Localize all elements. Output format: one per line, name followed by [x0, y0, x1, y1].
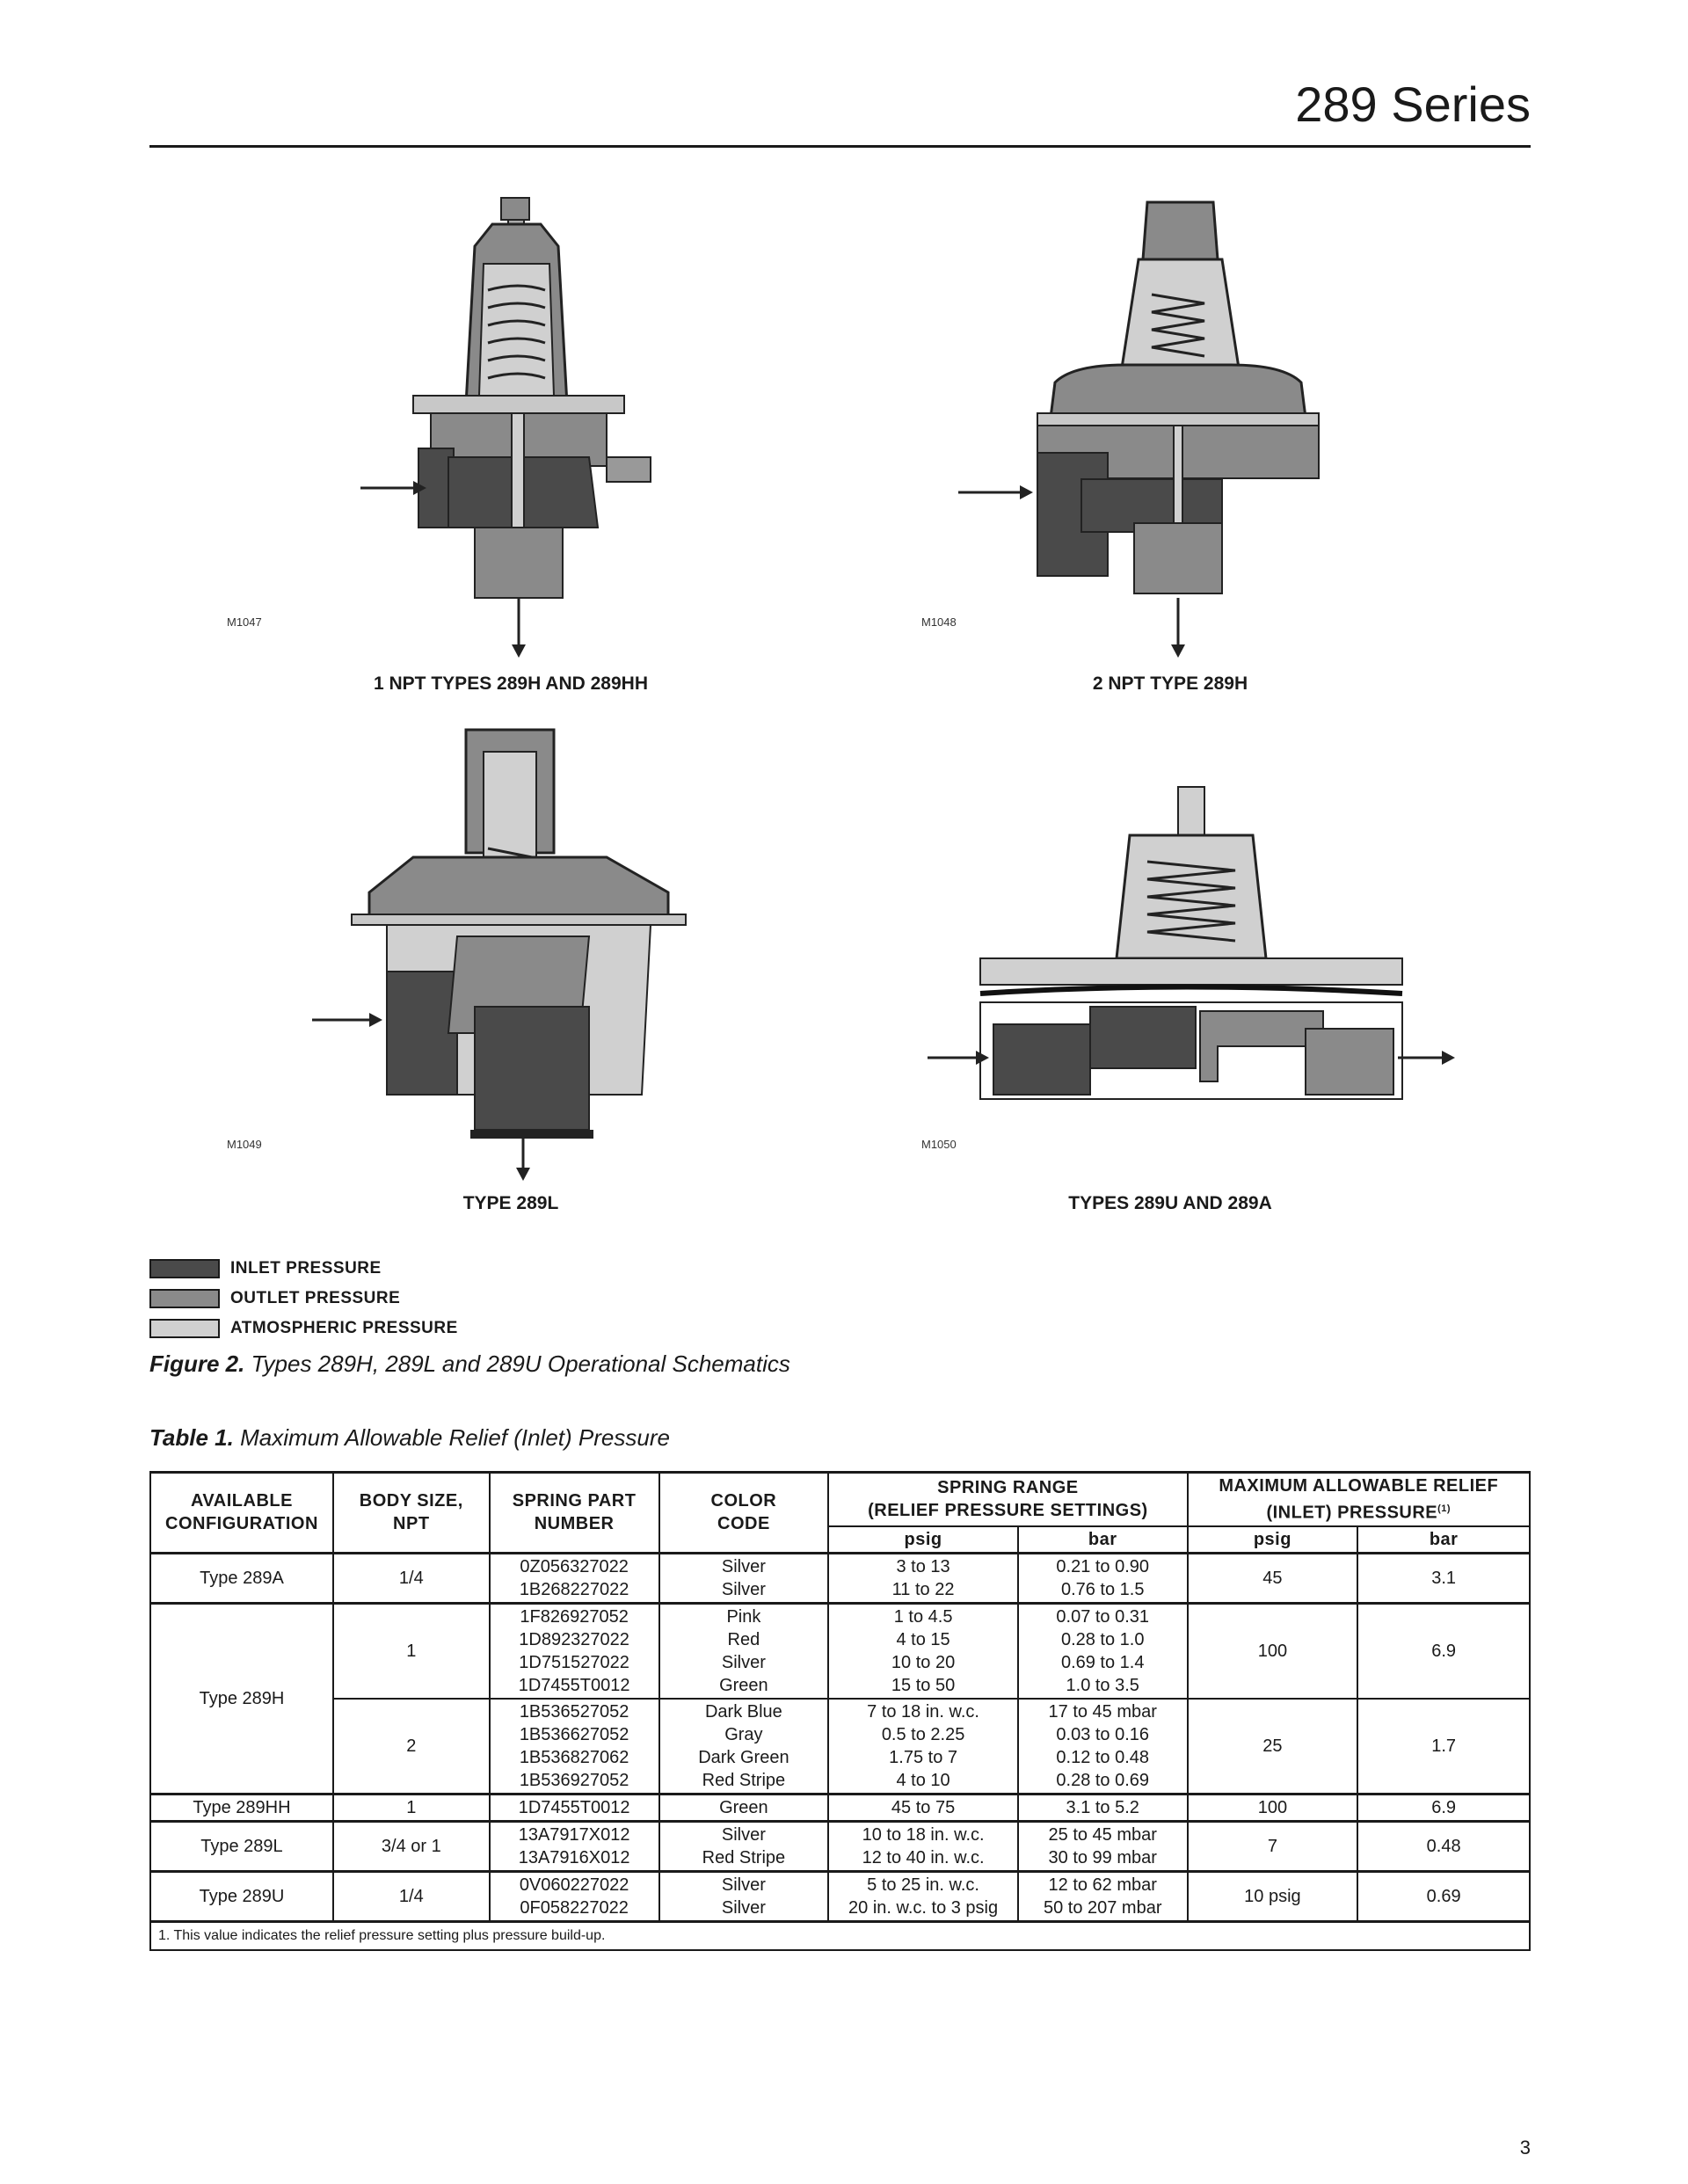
legend-item-atmospheric [149, 1314, 458, 1343]
cell-body-size: 1 [333, 1603, 490, 1699]
header-configuration: AVAILABLE CONFIGURATION [150, 1473, 333, 1554]
legend-swatch-inlet [149, 1259, 220, 1278]
cell-color-codes: Green [659, 1794, 829, 1821]
cell-max-psig: 100 [1188, 1603, 1358, 1699]
legend-label-outlet: OUTLET PRESSURE [230, 1289, 401, 1307]
cell-range-bar: 17 to 45 mbar 0.03 to 0.16 0.12 to 0.48 0.28 to 0.69 [1018, 1699, 1188, 1795]
cell-range-bar: 25 to 45 mbar 30 to 99 mbar [1018, 1821, 1188, 1871]
figure-title-label: Figure 2. [149, 1350, 245, 1377]
cell-max-psig: 25 [1188, 1699, 1358, 1795]
cell-part-numbers: 13A7917X012 13A7916X012 [490, 1821, 659, 1871]
figure-code-m1050: M1050 [921, 1138, 957, 1151]
cell-body-size: 2 [333, 1699, 490, 1795]
cell-config: Type 289HH [150, 1794, 333, 1821]
table-row-289l [150, 1821, 1530, 1871]
cell-color-codes: Dark Blue Gray Dark Green Red Stripe [659, 1699, 829, 1795]
figure-title-text: Types 289H, 289L and 289U Operational Schematics [244, 1350, 790, 1377]
header-spring-range: SPRING RANGE (RELIEF PRESSURE SETTINGS) [828, 1473, 1187, 1526]
cell-config: Type 289L [150, 1821, 333, 1871]
figure-caption-289l: TYPE 289L [462, 1193, 559, 1213]
page-number: 3 [1519, 2137, 1531, 2159]
legend-swatch-atmospheric [149, 1319, 220, 1338]
schematic-289h-2npt-drawing [950, 198, 1354, 664]
header-spring-part-number: SPRING PART NUMBER [490, 1473, 659, 1554]
legend-item-outlet [149, 1284, 458, 1314]
table-footnote: 1. This value indicates the relief pressure setting plus pressure build-up. [150, 1921, 1530, 1950]
cell-part-numbers: 1F826927052 1D892327022 1D751527022 1D7455T0012 [490, 1603, 659, 1699]
cell-part-numbers: 1B536527052 1B536627052 1B536827062 1B536927052 [490, 1699, 659, 1795]
header-rule [149, 145, 1531, 148]
schematic-289l [299, 725, 703, 1187]
cell-color-codes: Silver Silver [659, 1553, 829, 1603]
header-spring-psig: psig [828, 1526, 1018, 1554]
table-title-label: Table 1. [149, 1424, 234, 1451]
cell-max-psig: 7 [1188, 1821, 1358, 1871]
header-color-code: COLOR CODE [659, 1473, 829, 1554]
cell-max-bar: 1.7 [1357, 1699, 1530, 1795]
cell-range-bar: 0.07 to 0.31 0.28 to 1.0 0.69 to 1.4 1.0 to 3.5 [1018, 1603, 1188, 1699]
cell-config: Type 289A [150, 1553, 333, 1603]
cell-part-numbers: 0Z056327022 1B268227022 [490, 1553, 659, 1603]
cell-range-psig: 45 to 75 [828, 1794, 1018, 1821]
cell-part-numbers: 1D7455T0012 [490, 1794, 659, 1821]
table-title [149, 1424, 670, 1452]
cell-max-bar: 6.9 [1357, 1603, 1530, 1699]
cell-color-codes: Silver Silver [659, 1871, 829, 1921]
cell-max-bar: 6.9 [1357, 1794, 1530, 1821]
figure-caption-1npt: 1 NPT TYPES 289H AND 289HH [374, 673, 648, 694]
footnote-ref: (1) [1437, 1503, 1452, 1514]
figure-title [149, 1350, 790, 1378]
schematic-289u-289a [919, 783, 1464, 1134]
figure-caption-289u: TYPES 289U AND 289A [1068, 1193, 1272, 1213]
cell-range-bar: 3.1 to 5.2 [1018, 1794, 1188, 1821]
schematic-289h-1npt-drawing [343, 193, 695, 659]
figure-caption-2npt: 2 NPT TYPE 289H [1092, 673, 1248, 694]
schematic-289l-drawing [299, 725, 703, 1187]
header-body-size: BODY SIZE, NPT [333, 1473, 490, 1554]
cell-max-bar: 3.1 [1357, 1553, 1530, 1603]
cell-max-bar: 0.48 [1357, 1821, 1530, 1871]
page-header-title: 289 Series [1295, 76, 1531, 132]
pressure-legend [149, 1254, 458, 1343]
cell-range-psig: 1 to 4.5 4 to 15 10 to 20 15 to 50 [828, 1603, 1018, 1699]
cell-body-size: 3/4 or 1 [333, 1821, 490, 1871]
relief-pressure-table [149, 1471, 1531, 1951]
cell-color-codes: Pink Red Silver Green [659, 1603, 829, 1699]
table-row-289u [150, 1871, 1530, 1921]
table-row-289hh [150, 1794, 1530, 1821]
schematic-289h-1npt [343, 193, 695, 659]
legend-item-inlet [149, 1254, 458, 1284]
table-row-289a [150, 1553, 1530, 1603]
table-row-289h-2npt [150, 1699, 1530, 1795]
header-spring-bar: bar [1018, 1526, 1188, 1554]
header-max-bar: bar [1357, 1526, 1530, 1554]
table-footnote-row [150, 1921, 1530, 1950]
legend-swatch-outlet [149, 1289, 220, 1308]
cell-max-psig: 10 psig [1188, 1871, 1358, 1921]
cell-max-psig: 45 [1188, 1553, 1358, 1603]
schematic-289h-2npt [950, 198, 1354, 664]
schematic-289u-289a-drawing [919, 783, 1464, 1134]
figure-code-m1047: M1047 [227, 615, 262, 629]
cell-body-size: 1 [333, 1794, 490, 1821]
header-max-psig: psig [1188, 1526, 1358, 1554]
cell-range-bar: 0.21 to 0.90 0.76 to 1.5 [1018, 1553, 1188, 1603]
cell-body-size: 1/4 [333, 1553, 490, 1603]
cell-max-psig: 100 [1188, 1794, 1358, 1821]
cell-body-size: 1/4 [333, 1871, 490, 1921]
table-title-text: Maximum Allowable Relief (Inlet) Pressure [233, 1424, 670, 1451]
cell-range-bar: 12 to 62 mbar 50 to 207 mbar [1018, 1871, 1188, 1921]
header-max-relief-text: MAXIMUM ALLOWABLE RELIEF (INLET) PRESSURE [1219, 1476, 1499, 1523]
cell-range-psig: 10 to 18 in. w.c. 12 to 40 in. w.c. [828, 1821, 1018, 1871]
header-max-relief [1188, 1473, 1530, 1526]
cell-range-psig: 5 to 25 in. w.c. 20 in. w.c. to 3 psig [828, 1871, 1018, 1921]
cell-color-codes: Silver Red Stripe [659, 1821, 829, 1871]
legend-label-inlet: INLET PRESSURE [230, 1259, 382, 1278]
legend-label-atmospheric: ATMOSPHERIC PRESSURE [230, 1319, 458, 1337]
cell-config: Type 289U [150, 1871, 333, 1921]
figure-code-m1048: M1048 [921, 615, 957, 629]
cell-range-psig: 3 to 13 11 to 22 [828, 1553, 1018, 1603]
figure-code-m1049: M1049 [227, 1138, 262, 1151]
cell-part-numbers: 0V060227022 0F058227022 [490, 1871, 659, 1921]
cell-range-psig: 7 to 18 in. w.c. 0.5 to 2.25 1.75 to 7 4 to 10 [828, 1699, 1018, 1795]
cell-max-bar: 0.69 [1357, 1871, 1530, 1921]
table-row-289h-1npt [150, 1603, 1530, 1699]
cell-config: Type 289H [150, 1603, 333, 1794]
